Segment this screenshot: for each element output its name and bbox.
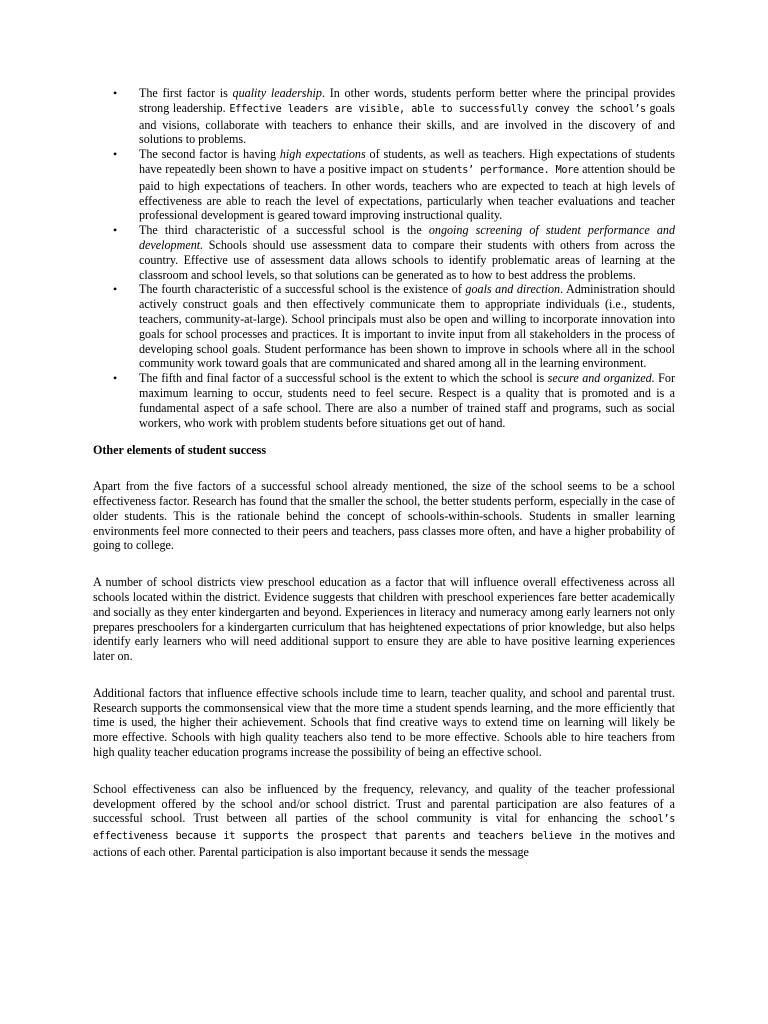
bullet-icon: • — [113, 371, 118, 386]
text-run-normal: The fifth and final factor of a successful school is the extent to which the school is — [139, 371, 548, 386]
text-run-normal: the motives and actions of each other. Parental participation is also important because it sends the message — [93, 828, 675, 860]
text-run-italic: secure and organized. — [547, 371, 655, 386]
bullet-icon: • — [113, 147, 118, 162]
text-run-normal: The first factor is — [139, 86, 233, 100]
factor-item-1 — [93, 86, 675, 147]
document-body — [93, 86, 675, 860]
factor-text — [139, 86, 675, 146]
text-run-italic: high expectations — [279, 147, 366, 162]
text-run-normal: The fourth characteristic of a successful school is the existence of — [139, 282, 466, 297]
text-run-normal: . Administration should actively construct goals and then effectively communicate them to appropriate individuals (i.e., students, teachers, community-at-large). School principals must also be open and willing to incorporate innovation into goals for school processes and practices. It is important to invite input from all stakeholders in the process of developing school goals. Student performance has been shown to improve in schools where all in the school community work toward goals that are communicated and shared among all in the learning environment. — [139, 282, 676, 371]
text-run-normal: The third characteristic of a successful school is the — [139, 223, 429, 238]
factor-text — [139, 282, 675, 370]
paragraph-additional-factors — [93, 686, 675, 760]
factor-text — [139, 223, 675, 281]
factor-text — [139, 371, 675, 429]
text-run-normal: Additional factors that influence effective schools include time to learn, teacher quality, and school and parental trust. Research supports the commonsensical view that the more time a student spends learning, and the more efficiently that time is used, the higher their achievement. Schools that find creative ways to extend time on learning will likely be more effective. Schools with high quality teachers also tend to be more effective. Schools able to hire teachers from high quality teacher education programs increase the possibility of being an effective school. — [93, 685, 675, 760]
factor-item-5 — [93, 371, 675, 430]
text-run-normal: attention should be paid to high expectations of teachers. In other words, teachers who are expected to teach at high levels of effectiveness are able to reach the level of expectations, particularly when teacher evaluations and teacher professional development is geared toward improving instructional quality. — [139, 161, 675, 223]
text-run-normal: A number of school districts view preschool education as a factor that will influence overall effectiveness across all schools located within the district. Evidence suggests that children with preschool experiences fare better academically and socially as they enter kindergarten and beyond. Experiences in literacy and numeracy among early learners not only prepares preschoolers for a kindergarten curriculum that has heightened expectations of prior knowledge, but also helps identify early learners who will need additional support to ensure they are able to have positive learning experiences later on. — [93, 575, 675, 664]
factor-item-2 — [93, 147, 675, 223]
text-run-normal: goals and visions, collaborate with teachers to enhance their skills, and are involved in the discovery of and solutions to problems. — [139, 100, 675, 147]
paragraph-preschool — [93, 575, 675, 664]
text-run-normal: The second factor is having — [139, 147, 280, 162]
success-factors-list — [93, 86, 675, 430]
bullet-icon: • — [113, 223, 118, 238]
section-heading: Other elements of student success — [93, 443, 267, 458]
text-run-italic: ongoing screening of student performance and development. — [139, 223, 676, 252]
factor-item-3 — [93, 223, 675, 282]
bullet-icon: • — [113, 282, 118, 297]
text-run-mono: school’s effectiveness because it supports the prospect that parents and teachers believe in — [93, 814, 675, 843]
bullet-icon: • — [113, 86, 118, 100]
text-run-normal: of students, as well as teachers. High expectations of students have repeatedly been shown to have a positive impact on — [139, 147, 675, 176]
factor-text — [139, 147, 675, 222]
text-run-normal: Schools should use assessment data to compare their students with others from across the country. Effective use of assessment data allows schools to identify problematic areas of learning at the classroom and school levels, so that solutions can be generated as to how to best address the problems. — [139, 237, 675, 282]
text-run-normal: Apart from the five factors of a successful school already mentioned, the size of the school seems to be a school effectiveness factor. Research has found that the smaller the school, the better students perform, especially in the case of older students. This is the rationale behind the concept of schools-within-schools. Students in smaller learning environments feel more connected to their peers and teachers, pass classes more often, and have a higher probability of going to college. — [93, 479, 675, 553]
text-run-italic: quality leadership — [232, 86, 322, 100]
text-run-normal: For maximum learning to occur, students need to feel secure. Respect is a quality that is promoted and is a fundamental aspect of a safe school. There are also a number of trained staff and programs, such as social workers, who work with problem students before situations get out of hand. — [139, 371, 675, 430]
text-run-mono: Effective leaders are visible, able to successfully convey the school’s — [229, 103, 646, 115]
text-run-mono: students’ performance. More — [421, 164, 579, 176]
text-run-normal: . In other words, students perform better where the principal provides strong leadership. — [139, 86, 676, 115]
paragraph-professional-development — [93, 782, 675, 860]
paragraph-school-size — [93, 479, 675, 553]
factor-item-4 — [93, 282, 675, 371]
text-run-normal: School effectiveness can also be influenced by the frequency, relevancy, and quality of the teacher professional development offered by the school and/or school district. Trust and parental participation are also features of a successful school. Trust between all parties of the school community is vital for enhancing the — [93, 781, 675, 826]
text-run-italic: goals and direction — [465, 282, 561, 297]
